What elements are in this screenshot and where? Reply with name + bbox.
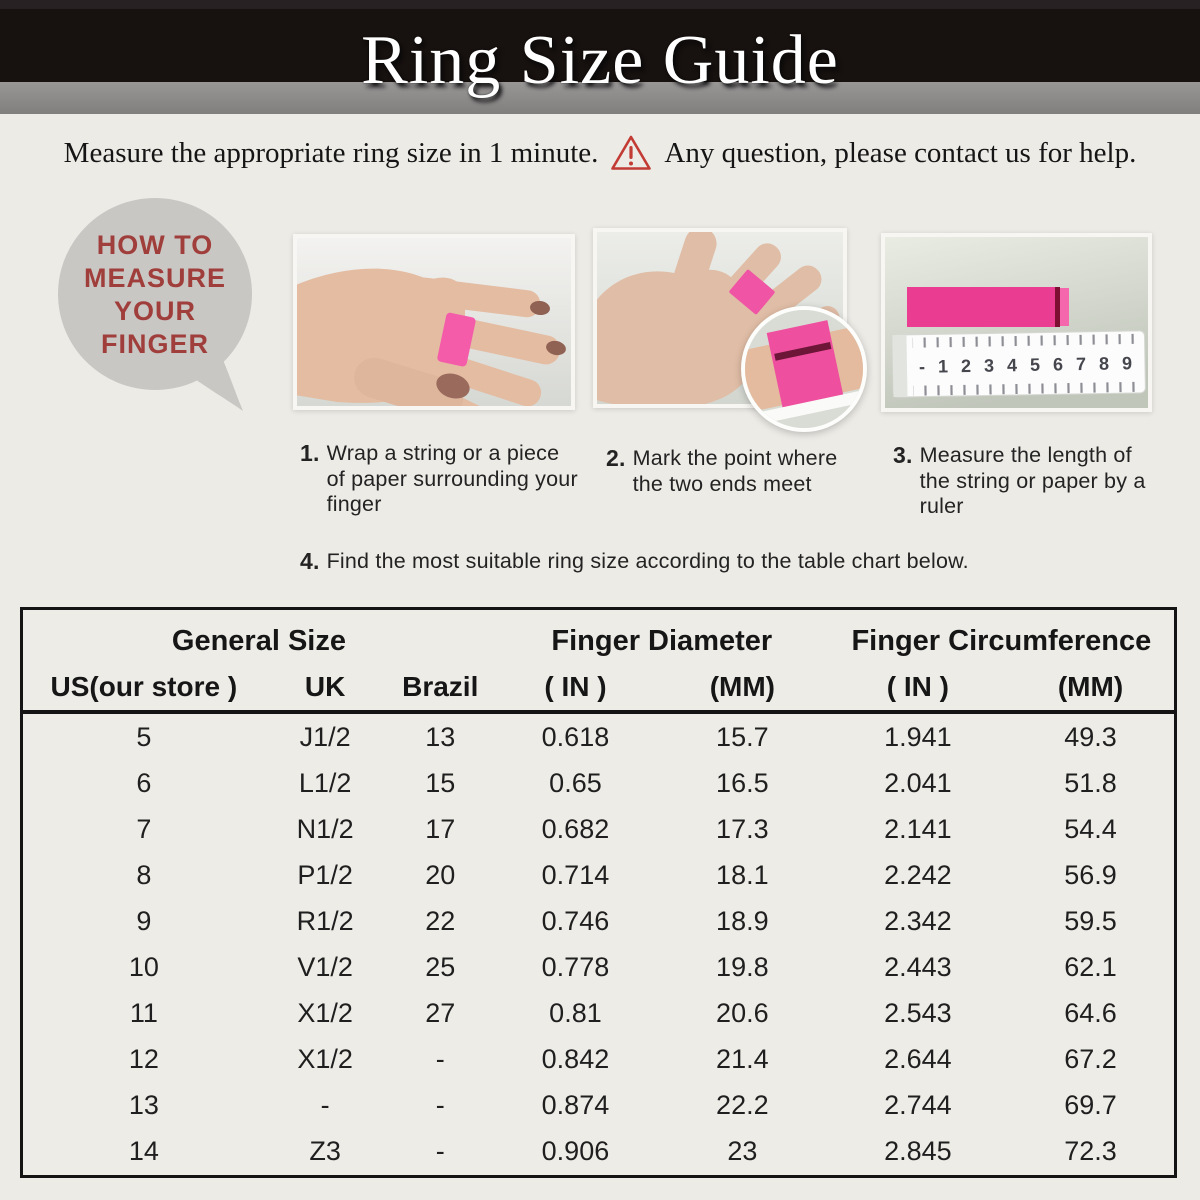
table-row — [23, 852, 1174, 898]
table-cell: 25 — [425, 952, 456, 983]
table-cell: N1/2 — [296, 813, 354, 844]
table-cell: 2.141 — [884, 813, 952, 844]
table-cell: 2.744 — [884, 1090, 952, 1121]
table-cell: X1/2 — [297, 998, 353, 1029]
table-cell: 2.845 — [884, 1136, 952, 1167]
column-header-diameter-in: ( IN ) — [544, 671, 607, 702]
step-number: 3. — [893, 442, 913, 468]
ruler-number: - — [918, 356, 926, 377]
intro-text-left: Measure the appropriate ring size in 1 minute. — [63, 136, 599, 169]
warning-icon — [610, 134, 652, 172]
table-cell: 18.9 — [716, 905, 769, 936]
column-header-brazil: Brazil — [402, 671, 479, 702]
table-cell: L1/2 — [298, 767, 352, 798]
table-row — [23, 714, 1174, 760]
table-cell: 49.3 — [1064, 721, 1117, 752]
table-row — [23, 898, 1174, 944]
bubble-line: MEASURE — [83, 263, 226, 293]
table-cell: 20 — [425, 859, 456, 890]
group-header-general-size: General Size — [171, 624, 346, 657]
ruler-number: 2 — [960, 355, 972, 376]
table-cell: 2.443 — [884, 952, 952, 983]
step4-caption — [300, 549, 1127, 575]
table-cell: X1/2 — [297, 1044, 353, 1075]
table-cell: 2.543 — [884, 998, 952, 1029]
page-title: Ring Size Guide — [361, 22, 839, 99]
table-row — [23, 1083, 1174, 1129]
table-cell: 54.4 — [1064, 813, 1117, 844]
table-cell: 0.714 — [541, 859, 610, 890]
table-row — [23, 991, 1174, 1037]
table-cell: 0.746 — [541, 905, 610, 936]
table-cell: 13 — [128, 1090, 159, 1121]
table-cell: 10 — [128, 952, 159, 983]
table-cell: 1.941 — [884, 721, 952, 752]
step1-caption — [300, 441, 579, 518]
table-cell: 20.6 — [716, 998, 769, 1029]
table-cell: 0.906 — [541, 1136, 610, 1167]
step3-photo — [881, 233, 1152, 412]
table-cell: 62.1 — [1064, 952, 1117, 983]
table-cell: 11 — [129, 998, 158, 1029]
ruler-number: 5 — [1029, 354, 1041, 375]
table-cell: 72.3 — [1064, 1136, 1117, 1167]
table-cell: R1/2 — [296, 905, 354, 936]
intro-text-right: Any question, please contact us for help. — [664, 136, 1137, 169]
table-cell: 0.682 — [541, 813, 610, 844]
table-cell: 2.644 — [884, 1044, 952, 1075]
table-row — [23, 944, 1174, 990]
table-cell: - — [320, 1090, 330, 1121]
ruler-number: 1 — [937, 355, 949, 377]
step3-caption — [893, 443, 1160, 520]
table-cell: - — [435, 1090, 445, 1121]
table-cell: 6 — [136, 767, 152, 798]
table-cell: 23 — [727, 1136, 758, 1167]
ruler-number: 8 — [1098, 353, 1110, 374]
table-cell: 17 — [425, 813, 456, 844]
table-row — [23, 760, 1174, 806]
step1-photo — [293, 234, 575, 410]
table-cell: 17.3 — [716, 813, 769, 844]
table-row — [23, 806, 1174, 852]
bubble-line: HOW TO — [96, 230, 214, 260]
column-header-us: US(our store ) — [50, 671, 238, 702]
band-closeup-illustration — [745, 310, 863, 428]
column-header-circumference-in: ( IN ) — [886, 671, 949, 702]
table-cell: 21.4 — [716, 1044, 769, 1075]
table-cell: 19.8 — [716, 952, 769, 983]
table-cell: 9 — [136, 905, 152, 936]
ring-size-table — [20, 607, 1177, 1178]
table-cell: 2.242 — [884, 859, 952, 890]
ruler-number: 9 — [1121, 352, 1133, 373]
table-body — [23, 714, 1174, 1175]
column-header-uk: UK — [304, 671, 346, 702]
table-cell: 12 — [128, 1044, 159, 1075]
table-cell: 64.6 — [1064, 998, 1117, 1029]
table-cell: 13 — [425, 721, 456, 752]
table-cell: 8 — [136, 859, 152, 890]
table-cell: 5 — [136, 721, 152, 752]
table-cell: 7 — [136, 813, 152, 844]
speech-bubble — [57, 197, 257, 415]
table-row — [23, 1129, 1174, 1175]
table-cell: 0.778 — [541, 952, 610, 983]
ruler-numbers — [919, 349, 1132, 381]
table-cell: 0.874 — [541, 1090, 610, 1121]
bubble-line: YOUR — [113, 296, 196, 326]
group-header-finger-diameter: Finger Diameter — [551, 624, 773, 657]
ruler-number: 7 — [1075, 353, 1087, 374]
step2-caption — [606, 446, 861, 497]
table-cell: - — [435, 1044, 445, 1075]
table-cell: 22.2 — [716, 1090, 769, 1121]
table-cell: 2.041 — [884, 767, 952, 798]
ruler-number: 3 — [983, 355, 995, 376]
step-text: Wrap a string or a piece of paper surrounding your finger — [326, 441, 578, 516]
table-cell: 56.9 — [1064, 859, 1117, 890]
table-cell: 59.5 — [1064, 905, 1117, 936]
step-number: 4. — [300, 548, 320, 574]
hand-back-illustration — [297, 238, 571, 406]
ruler-number: 4 — [1006, 354, 1018, 375]
step-number: 1. — [300, 440, 320, 466]
table-cell: 18.1 — [716, 859, 769, 890]
intro-line — [0, 134, 1200, 172]
table-cell: 22 — [425, 905, 456, 936]
table-cell: 0.618 — [541, 721, 610, 752]
table-cell: 16.5 — [716, 767, 769, 798]
table-cell: 14 — [128, 1136, 159, 1167]
table-cell: 15 — [425, 767, 456, 798]
table-cell: 0.81 — [549, 998, 602, 1029]
group-header-finger-circumference: Finger Circumference — [851, 624, 1152, 657]
column-header-diameter-mm: (MM) — [709, 671, 775, 702]
table-header — [23, 610, 1174, 714]
table-cell: 0.842 — [541, 1044, 610, 1075]
ruler-number: 6 — [1052, 353, 1064, 375]
table-cell: 67.2 — [1064, 1044, 1117, 1075]
table-row — [23, 1037, 1174, 1083]
step-number: 2. — [606, 445, 626, 471]
step-text: Mark the point where the two ends meet — [632, 446, 838, 496]
column-header-circumference-mm: (MM) — [1057, 671, 1124, 702]
ruler-illustration — [885, 237, 1148, 408]
table-cell: V1/2 — [297, 952, 353, 983]
table-cell: 0.65 — [549, 767, 602, 798]
table-cell: - — [435, 1136, 445, 1167]
step-text: Find the most suitable ring size according to the table chart below. — [326, 549, 969, 573]
table-cell: 51.8 — [1064, 767, 1117, 798]
table-cell: 69.7 — [1064, 1090, 1117, 1121]
magnifier-inset — [741, 306, 867, 432]
step2-photo — [593, 228, 847, 408]
table-cell: 15.7 — [716, 721, 769, 752]
step-text: Measure the length of the string or paper by a ruler — [919, 443, 1146, 518]
table-cell: Z3 — [309, 1136, 341, 1167]
bubble-line: FINGER — [100, 329, 209, 359]
bubble-text — [57, 229, 253, 361]
table-cell: J1/2 — [299, 721, 351, 752]
table-cell: P1/2 — [297, 859, 353, 890]
table-cell: 27 — [425, 998, 456, 1029]
table-cell: 2.342 — [884, 905, 952, 936]
